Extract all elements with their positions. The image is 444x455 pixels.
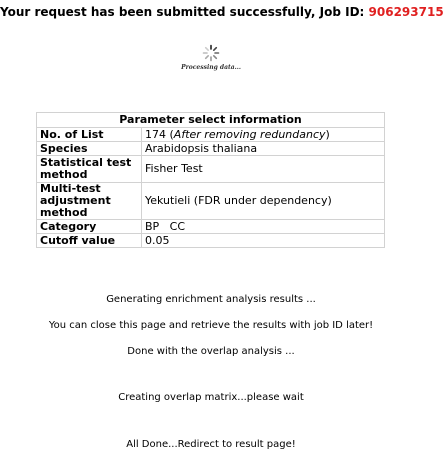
param-value-stat-test: Fisher Test [142,156,385,183]
parameter-table [36,112,385,248]
table-row [37,156,385,183]
param-value-species: Arabidopsis thaliana [142,142,385,156]
param-label-species: Species [37,142,142,156]
param-value-category: BP CC [142,220,385,234]
parameter-table-title: Parameter select information [37,113,385,128]
param-value-list-count [142,128,385,142]
list-count-note: After removing redundancy [173,127,326,141]
param-label-cutoff: Cutoff value [37,234,142,248]
table-row [37,142,385,156]
status-message-overlap-done: Done with the overlap analysis ... [127,346,295,357]
submission-header [0,5,444,19]
param-label-stat-test: Statistical test method [37,156,142,183]
processing-text: Processing data... [181,64,241,71]
loading-indicator [0,44,422,66]
status-message-job-id-info: You can close this page and retrieve the results with job ID later! [48,320,374,331]
table-row [37,234,385,248]
table-row [37,183,385,220]
param-value-multitest: Yekutieli (FDR under dependency) [142,183,385,220]
spinner-icon [202,44,220,62]
list-count-value: 174 ( [145,127,174,141]
param-value-cutoff: 0.05 [142,234,385,248]
status-message-generating: Generating enrichment analysis results ... [106,294,316,305]
submission-message: Your request has been submitted successfully, Job ID: [0,5,369,19]
table-row [37,220,385,234]
job-id: 906293715 [368,5,444,19]
table-row [37,128,385,142]
status-message-all-done: All Done...Redirect to result page! [126,439,296,450]
param-label-multitest: Multi-test adjustment method [37,183,142,220]
param-label-category: Category [37,220,142,234]
status-message-creating-matrix: Creating overlap matrix...please wait [118,392,304,403]
param-label-list-count: No. of List [37,128,142,142]
parameter-table-header [37,113,385,128]
list-count-suffix: ) [325,127,330,141]
